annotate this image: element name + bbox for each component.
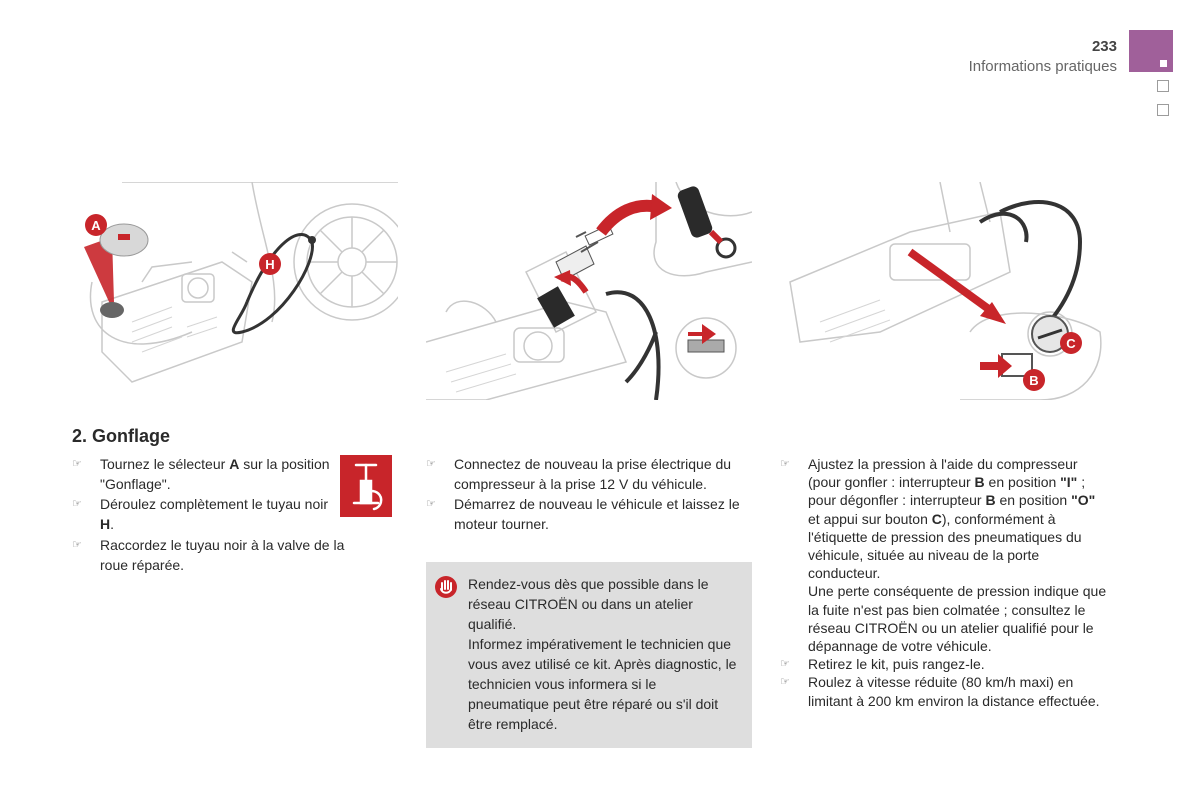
- chapter-tab-marker: [1160, 60, 1167, 67]
- pointing-hand-icon: ☞: [426, 458, 436, 470]
- chapter-marker-box: [1157, 104, 1169, 116]
- list-item: ☞ Ajustez la pression à l'aide du compresseur (pour gonfler : interrupteur B en position "I" ; pour dégonfler : interrupteur B en position "O" et appui sur bouton C), conformément à l'étiquette de pression des pneumatiques du véhicule, située au niveau de la porte conducteur. Une perte conséquente de pression indique que la fuite n'est pas bien colmatée ; consultez le réseau CITROËN ou un atelier qualifié pour le dépannage de votre véhicule.: [780, 456, 1107, 655]
- pointing-hand-icon: ☞: [72, 458, 82, 470]
- label-b: B: [1029, 373, 1039, 388]
- illustration-selector-and-hose: [72, 182, 398, 400]
- tire-pump-icon: [340, 455, 392, 517]
- left-column: [72, 454, 340, 534]
- list-item: ☞ Tournez le sélecteur A sur la position "Gonflage".: [72, 456, 330, 492]
- illustration-pressure-adjust: [780, 182, 1106, 400]
- pointing-hand-icon: ☞: [780, 658, 790, 671]
- label-c: C: [1066, 336, 1076, 351]
- pointing-hand-icon: ☞: [780, 676, 790, 689]
- label-a: A: [91, 218, 101, 233]
- chapter-marker-box: [1157, 80, 1169, 92]
- section-name: Informations pratiques: [968, 58, 1117, 75]
- warning-text: Rendez-vous dès que possible dans le réseau CITROËN ou dans un atelier qualifié. Informez impérativement le technicien que vous avez utilisé ce kit. Après diagnostic, le technicien vous informera si le pneumatique peut être réparé ou s'il doit être remplacé.: [468, 576, 737, 732]
- page-number: 233: [1091, 38, 1117, 55]
- hand-stop-icon: [435, 576, 457, 598]
- middle-column: [426, 454, 752, 534]
- left-column-cont: [72, 535, 372, 575]
- label-h: H: [265, 257, 275, 272]
- list-item: ☞ Démarrez de nouveau le véhicule et laissez le moteur tourner.: [426, 496, 740, 532]
- illustration-connect-plug: [426, 182, 752, 400]
- section-title: 2. Gonflage: [72, 426, 171, 446]
- right-column: [780, 455, 1110, 710]
- list-item: ☞ Retirez le kit, puis rangez-le.: [780, 656, 985, 673]
- pointing-hand-icon: ☞: [72, 498, 82, 510]
- pointing-hand-icon: ☞: [72, 539, 82, 551]
- pointing-hand-icon: ☞: [426, 498, 436, 510]
- list-item: ☞ Déroulez complètement le tuyau noir H.: [72, 496, 329, 532]
- warning-box: [426, 562, 752, 748]
- pointing-hand-icon: ☞: [780, 458, 790, 470]
- list-item: ☞ Connectez de nouveau la prise électrique du compresseur à la prise 12 V du véhicule.: [426, 456, 732, 492]
- list-item: ☞ Raccordez le tuyau noir à la valve de la roue réparée.: [72, 537, 345, 573]
- list-item: ☞ Roulez à vitesse réduite (80 km/h maxi) en limitant à 200 km environ la distance effectuée.: [780, 674, 1100, 709]
